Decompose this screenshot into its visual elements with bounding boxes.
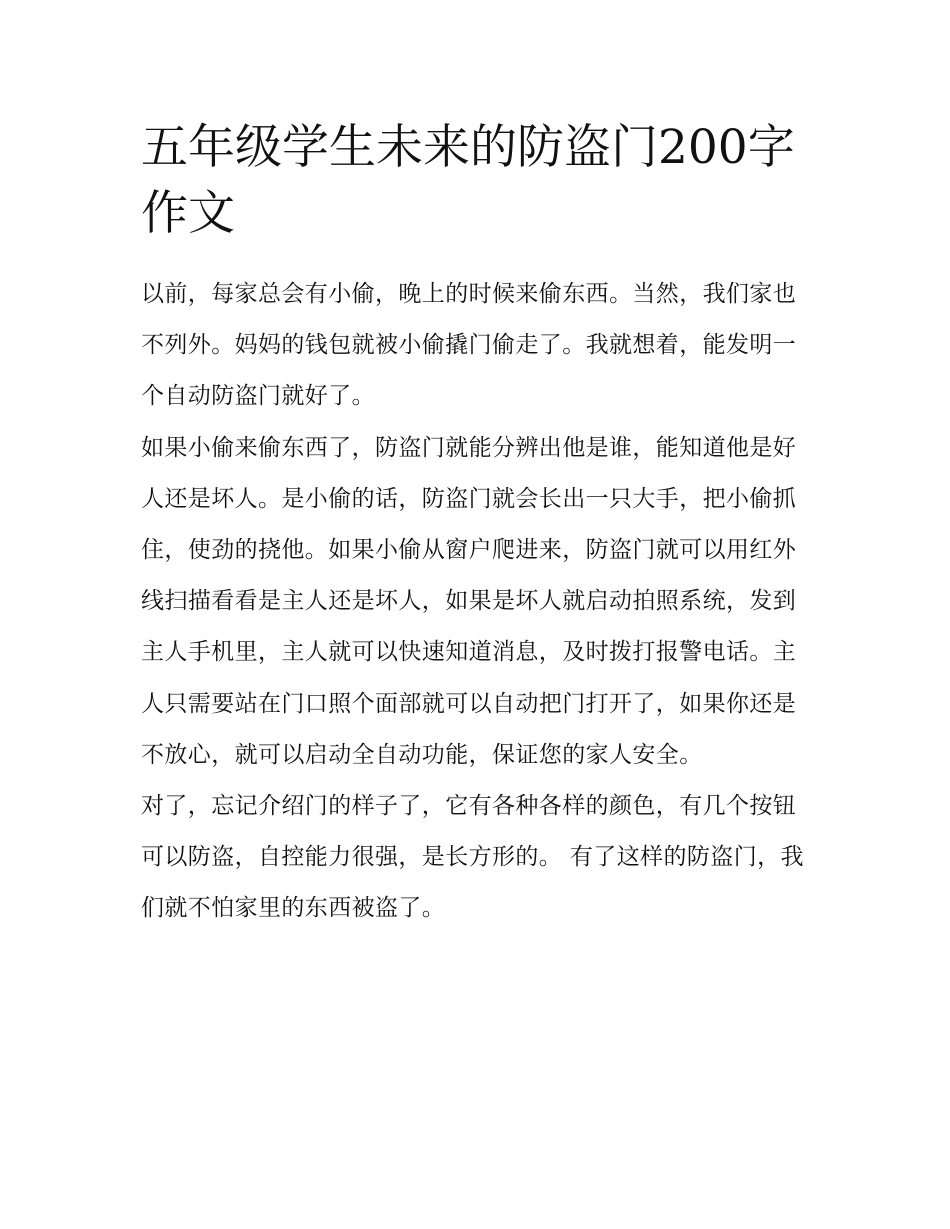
document-page bbox=[141, 115, 813, 935]
paragraph-2: 如果小偷来偷东西了，防盗门就能分辨出他是谁，能知道他是好人还是坏人。是小偷的话，防盗门就会长出一只大手，把小偷抓住，使劲的挠他。如果小偷从窗户爬进来，防盗门就可以用红外线扫描看看是主人还是坏人，如果是坏人就启动拍照系统，发到主人手机里，主人就可以快速知道消息，及时拨打报警电话。主人只需要站在门口照个面部就可以自动把门打开了，如果你还是不放心，就可以启动全自动功能，保证您的家人安全。 bbox=[141, 434, 797, 768]
paragraph-1: 以前，每家总会有小偷，晚上的时候来偷东西。当然，我们家也不列外。妈妈的钱包就被小偷撬门偷走了。我就想着，能发明一个自动防盗门就好了。 bbox=[141, 281, 797, 410]
document-title: 五年级学生未来的防盗门200字作文 bbox=[141, 120, 795, 241]
paragraph-3: 对了，忘记介绍门的样子了，它有各种各样的颜色，有几个按钮可以防盗，自控能力很强，是长方形的。 有了这样的防盗门，我们就不怕家里的东西被盗了。 bbox=[141, 793, 804, 922]
